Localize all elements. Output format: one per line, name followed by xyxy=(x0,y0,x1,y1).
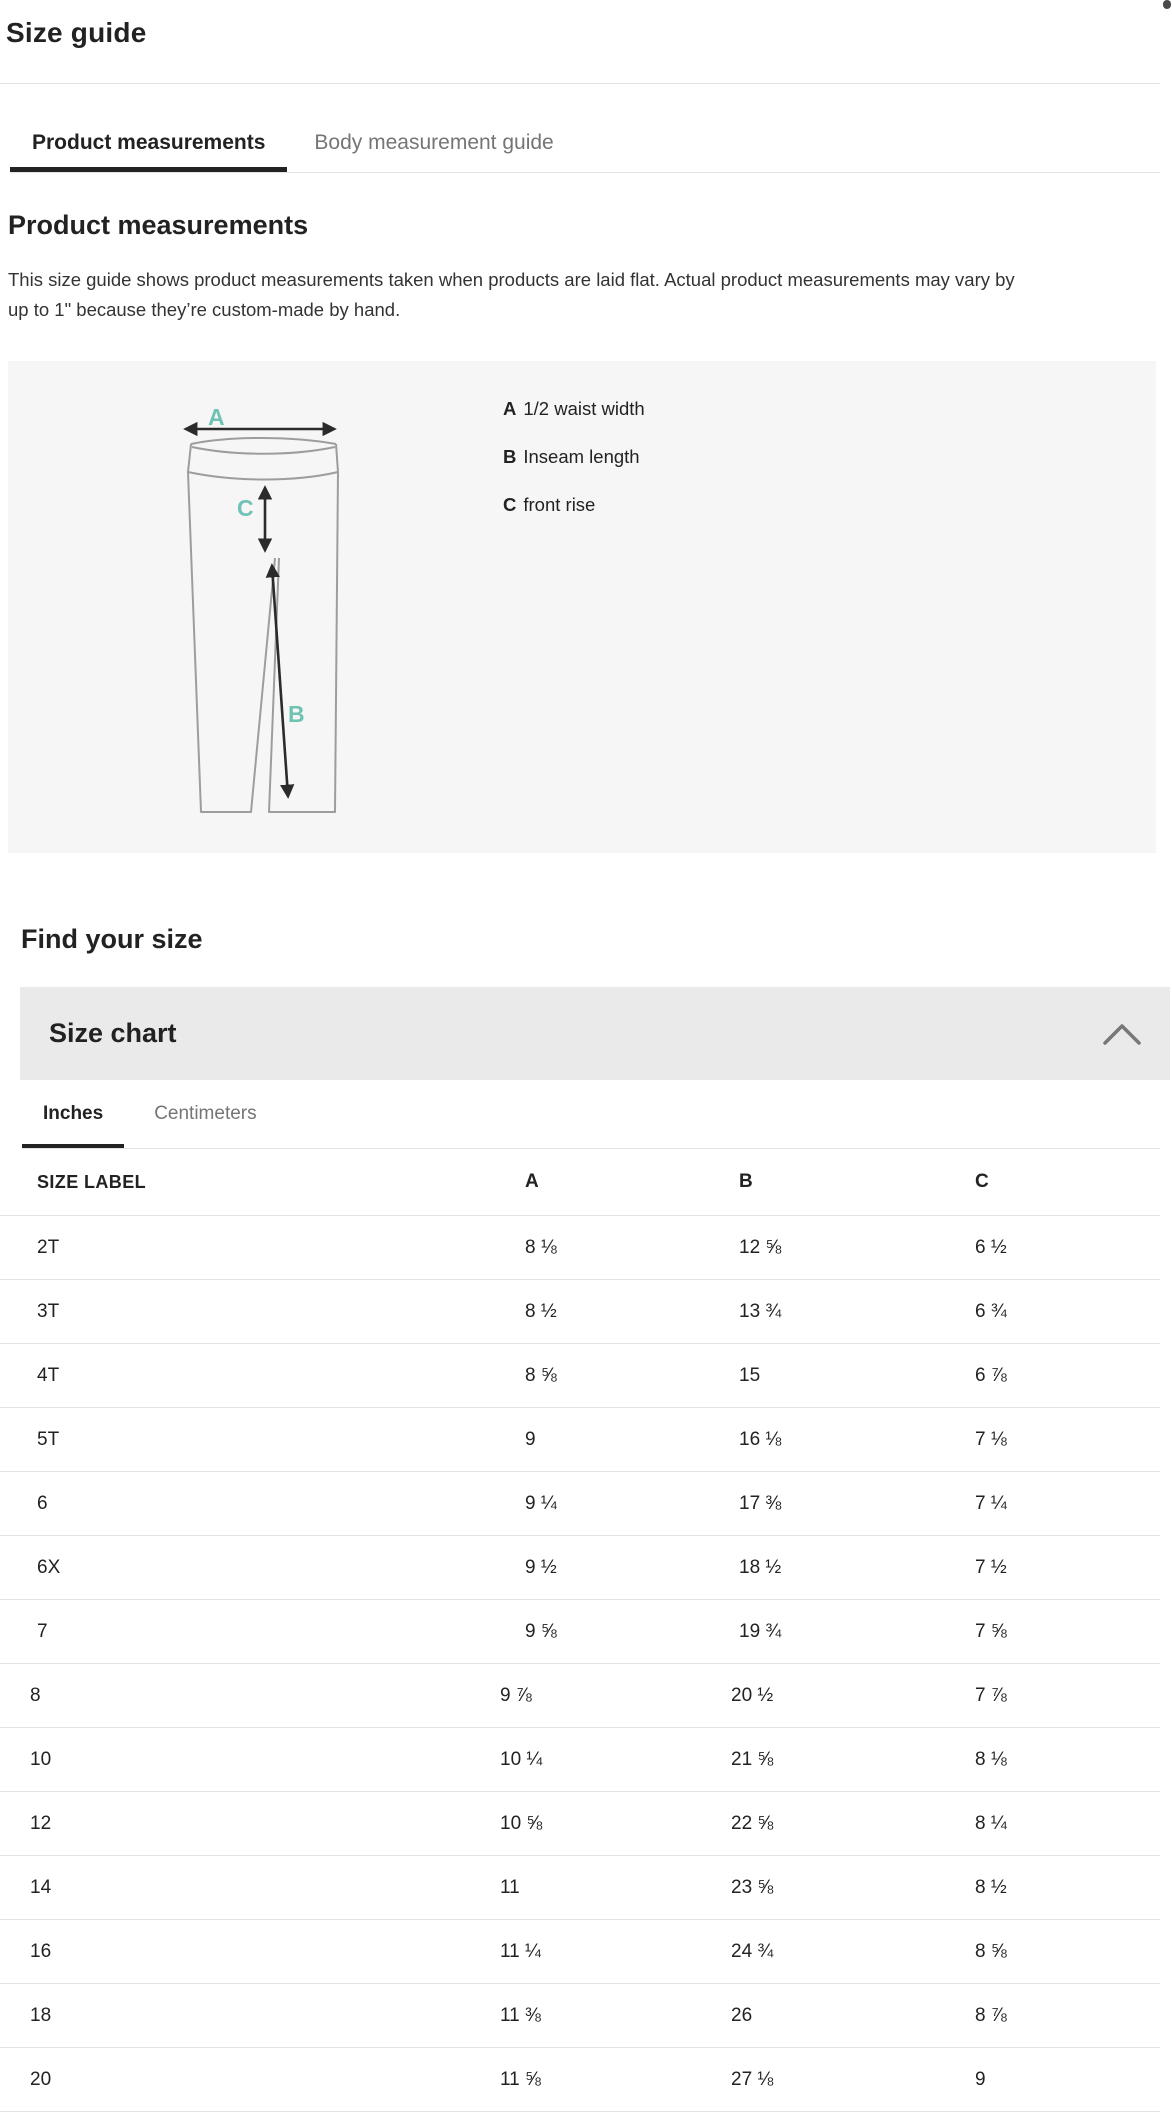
value-c: 9 xyxy=(975,2048,1160,2112)
value-c: 6 ¾ xyxy=(975,1280,1160,1344)
table-row xyxy=(0,2048,1160,2112)
value-b: 23 ⅝ xyxy=(731,1856,975,1920)
size-table-toddler xyxy=(0,1149,1160,1664)
value-b: 18 ½ xyxy=(739,1536,975,1600)
legend-item-b xyxy=(503,446,645,468)
size-chart-title: Size chart xyxy=(49,1018,177,1048)
legend-letter-a: A xyxy=(503,398,517,419)
size-table-big-kid xyxy=(0,1664,1160,2112)
value-a: 8 ½ xyxy=(525,1280,739,1344)
size-label: 20 xyxy=(0,2048,500,2112)
pants-outline xyxy=(188,438,338,812)
size-label: 14 xyxy=(0,1856,500,1920)
legend-letter-b: B xyxy=(503,446,517,467)
value-a: 8 ⅝ xyxy=(525,1344,739,1408)
table-row xyxy=(0,1216,1160,1280)
value-c: 7 ½ xyxy=(975,1536,1160,1600)
value-b: 15 xyxy=(739,1344,975,1408)
table-row xyxy=(0,1408,1160,1472)
size-label: 3T xyxy=(0,1280,525,1344)
value-a: 9 ¼ xyxy=(525,1472,739,1536)
size-label: 18 xyxy=(0,1984,500,2048)
value-b: 24 ¾ xyxy=(731,1920,975,1984)
diagram-legend xyxy=(503,398,645,542)
size-label: 4T xyxy=(0,1344,525,1408)
table-row xyxy=(0,1600,1160,1664)
tab-body-measurement-guide[interactable]: Body measurement guide xyxy=(314,131,554,154)
size-label: 2T xyxy=(0,1216,525,1280)
value-c: 6 ⅞ xyxy=(975,1344,1160,1408)
value-b: 17 ⅜ xyxy=(739,1472,975,1536)
value-c: 8 ⅝ xyxy=(975,1920,1160,1984)
value-b: 20 ½ xyxy=(731,1664,975,1728)
legend-text-a: 1/2 waist width xyxy=(523,398,645,419)
table-row xyxy=(0,1280,1160,1344)
section-heading: Product measurements xyxy=(8,210,309,240)
diagram-label-b: B xyxy=(288,701,305,727)
table-row xyxy=(0,1728,1160,1792)
value-a: 9 ⅞ xyxy=(500,1664,731,1728)
value-b: 16 ⅛ xyxy=(739,1408,975,1472)
value-a: 10 ¼ xyxy=(500,1728,731,1792)
value-b: 19 ¾ xyxy=(739,1600,975,1664)
value-a: 9 ½ xyxy=(525,1536,739,1600)
value-a: 9 ⅝ xyxy=(525,1600,739,1664)
find-your-size-heading: Find your size xyxy=(21,924,203,954)
tab-product-measurements[interactable]: Product measurements xyxy=(10,84,287,172)
legend-text-b: Inseam length xyxy=(523,446,640,467)
legend-item-c xyxy=(503,494,645,516)
chevron-up-icon[interactable] xyxy=(1102,1021,1142,1047)
measurement-arrows xyxy=(186,429,334,796)
size-label: 7 xyxy=(0,1600,525,1664)
table-header-row xyxy=(0,1149,1160,1216)
table-row xyxy=(0,1664,1160,1728)
col-header-b: B xyxy=(739,1149,975,1216)
intro-line-1: This size guide shows product measurements taken when products are laid flat. Actual product measurements may vary by xyxy=(8,269,1015,290)
size-label: 16 xyxy=(0,1920,500,1984)
table-row xyxy=(0,1472,1160,1536)
table-row xyxy=(0,1984,1160,2048)
pants-diagram xyxy=(175,404,345,834)
value-c: 7 ⅞ xyxy=(975,1664,1160,1728)
value-a: 11 ⅜ xyxy=(500,1984,731,2048)
legend-text-c: front rise xyxy=(523,494,596,515)
tab-centimeters[interactable]: Centimeters xyxy=(154,1103,257,1124)
value-a: 8 ⅛ xyxy=(525,1216,739,1280)
diagram-label-a: A xyxy=(208,404,225,430)
tab-inches[interactable]: Inches xyxy=(22,1080,124,1148)
col-header-size-label: SIZE LABEL xyxy=(0,1149,525,1216)
col-header-c: C xyxy=(975,1149,1160,1216)
value-a: 11 ¼ xyxy=(500,1920,731,1984)
table-row xyxy=(0,1856,1160,1920)
diagram-label-c: C xyxy=(237,495,254,521)
unit-tabs xyxy=(22,1080,1160,1149)
table-row xyxy=(0,1792,1160,1856)
scrollbar-thumb[interactable] xyxy=(1163,0,1171,9)
value-a: 9 xyxy=(525,1408,739,1472)
size-label: 5T xyxy=(0,1408,525,1472)
value-c: 7 ⅝ xyxy=(975,1600,1160,1664)
value-b: 26 xyxy=(731,1984,975,2048)
col-header-a: A xyxy=(525,1149,739,1216)
legend-item-a xyxy=(503,398,645,420)
value-c: 7 ¼ xyxy=(975,1472,1160,1536)
value-b: 12 ⅝ xyxy=(739,1216,975,1280)
guide-tabs xyxy=(10,84,1160,173)
table-row xyxy=(0,1536,1160,1600)
measurement-diagram-panel xyxy=(8,361,1156,853)
value-c: 8 ⅛ xyxy=(975,1728,1160,1792)
size-label: 8 xyxy=(0,1664,500,1728)
size-label: 10 xyxy=(0,1728,500,1792)
value-c: 8 ½ xyxy=(975,1856,1160,1920)
intro-line-2: up to 1" because they’re custom-made by hand. xyxy=(8,299,401,320)
value-a: 10 ⅝ xyxy=(500,1792,731,1856)
intro-paragraph xyxy=(8,265,1172,325)
legend-letter-c: C xyxy=(503,494,517,515)
value-b: 22 ⅝ xyxy=(731,1792,975,1856)
value-b: 13 ¾ xyxy=(739,1280,975,1344)
size-label: 12 xyxy=(0,1792,500,1856)
value-a: 11 xyxy=(500,1856,731,1920)
value-c: 6 ½ xyxy=(975,1216,1160,1280)
table-row xyxy=(0,1344,1160,1408)
page-title: Size guide xyxy=(6,17,147,48)
size-label: 6X xyxy=(0,1536,525,1600)
size-chart-accordion-header[interactable] xyxy=(20,987,1170,1080)
value-a: 11 ⅝ xyxy=(500,2048,731,2112)
value-b: 21 ⅝ xyxy=(731,1728,975,1792)
table-row xyxy=(0,1920,1160,1984)
value-c: 8 ⅞ xyxy=(975,1984,1160,2048)
value-c: 7 ⅛ xyxy=(975,1408,1160,1472)
value-b: 27 ⅛ xyxy=(731,2048,975,2112)
value-c: 8 ¼ xyxy=(975,1792,1160,1856)
size-label: 6 xyxy=(0,1472,525,1536)
